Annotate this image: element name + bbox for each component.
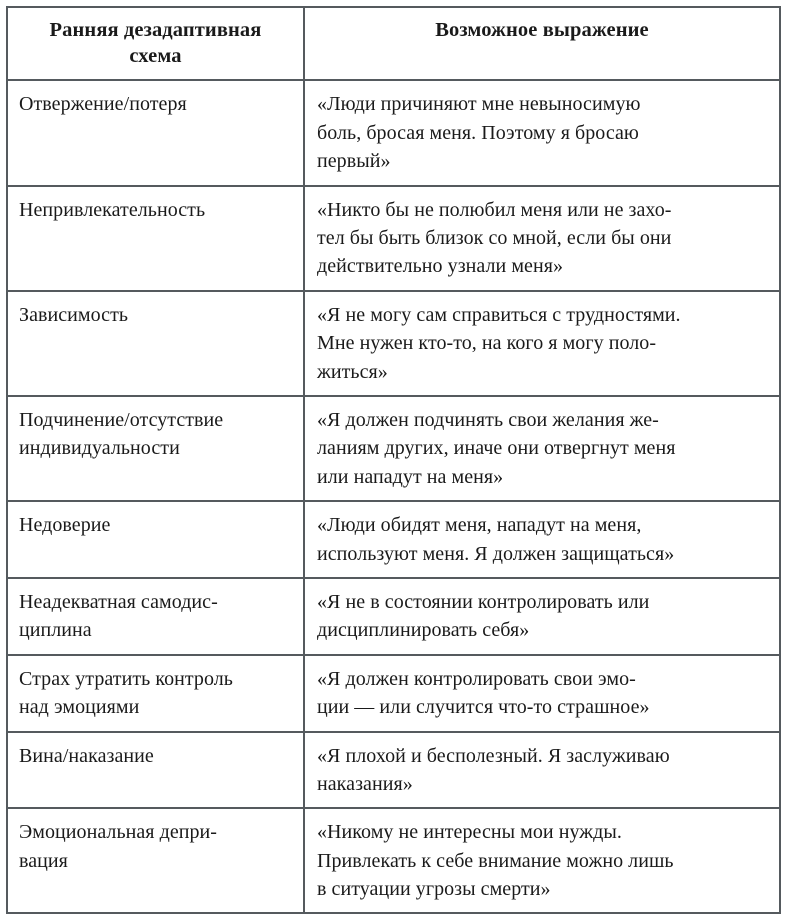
cell-schema [7, 732, 304, 809]
table-row [7, 808, 780, 913]
column-header-schema [7, 7, 304, 80]
text-line: Вина/наказание [19, 744, 154, 767]
table-row [7, 501, 780, 578]
cell-schema [7, 80, 304, 185]
text-line: «Люди обидят меня, нападут на меня, [317, 514, 642, 537]
cell-schema [7, 655, 304, 732]
table-header [7, 7, 780, 80]
text-line: индивидуальности [19, 437, 180, 460]
text-line: ции — или случится что-то страшное» [317, 696, 650, 719]
text-line: тел бы быть близок со мной, если бы они [317, 227, 672, 250]
text-line: «Никому не интересны мои нужды. [317, 821, 622, 844]
cell-expression [304, 186, 780, 291]
text-line: Недоверие [19, 514, 111, 537]
text-line: вация [19, 849, 68, 872]
text-line: боль, бросая меня. Поэтому я бросаю [317, 121, 639, 144]
text-line: Ранняя дезадаптивная [49, 19, 262, 41]
text-line: ланиям других, иначе они отвергнут меня [317, 437, 676, 460]
cell-expression [304, 808, 780, 913]
cell-expression [304, 396, 780, 501]
table-row [7, 291, 780, 396]
text-line: или нападут на меня» [317, 465, 504, 488]
text-line: используют меня. Я должен защищаться» [317, 542, 675, 565]
text-line: над эмоциями [19, 696, 140, 719]
text-line: Неадекватная самодис- [19, 590, 218, 613]
cell-schema [7, 186, 304, 291]
table-row [7, 80, 780, 185]
text-line: Подчинение/отсутствие [19, 408, 224, 431]
schema-expression-table [6, 6, 781, 914]
column-header-expression [304, 7, 780, 80]
cell-expression [304, 501, 780, 578]
text-line: Страх утратить контроль [19, 667, 233, 690]
text-line: схема [129, 45, 182, 68]
text-line: циплина [19, 619, 92, 642]
cell-expression [304, 732, 780, 809]
text-line: Зависимость [19, 303, 129, 326]
text-line: Мне нужен кто-то, на кого я могу поло- [317, 332, 657, 355]
text-line: в ситуации угрозы смерти» [317, 878, 551, 901]
text-line: Возможное выражение [435, 19, 649, 41]
table-row [7, 396, 780, 501]
text-line: дисциплинировать себя» [317, 619, 530, 642]
text-line: «Никто бы не полюбил меня или не захо- [317, 198, 672, 221]
cell-expression [304, 80, 780, 185]
text-line: Эмоциональная депри- [19, 821, 218, 844]
text-line: Отвержение/потеря [19, 93, 187, 116]
cell-schema [7, 808, 304, 913]
header-row [7, 7, 780, 80]
text-line: Привлекать к себе внимание можно лишь [317, 849, 674, 872]
text-line: житься» [317, 360, 388, 383]
text-line: «Я плохой и бесполезный. Я заслуживаю [317, 744, 670, 767]
table-row [7, 732, 780, 809]
table-row [7, 655, 780, 732]
text-line: Непривлекательность [19, 198, 206, 221]
table-row [7, 578, 780, 655]
text-line: «Люди причиняют мне невыносимую [317, 93, 641, 116]
table-body [7, 80, 780, 913]
text-line: «Я должен подчинять свои желания же- [317, 408, 659, 431]
cell-expression [304, 291, 780, 396]
text-line: первый» [317, 150, 391, 173]
cell-schema [7, 396, 304, 501]
table-row [7, 186, 780, 291]
cell-expression [304, 655, 780, 732]
text-line: «Я не в состоянии контролировать или [317, 590, 650, 613]
cell-schema [7, 291, 304, 396]
text-line: «Я не могу сам справиться с трудностями. [317, 303, 681, 326]
cell-schema [7, 501, 304, 578]
text-line: «Я должен контролировать свои эмо- [317, 667, 636, 690]
cell-schema [7, 578, 304, 655]
cell-expression [304, 578, 780, 655]
text-line: наказания» [317, 772, 413, 795]
text-line: действительно узнали меня» [317, 255, 564, 278]
